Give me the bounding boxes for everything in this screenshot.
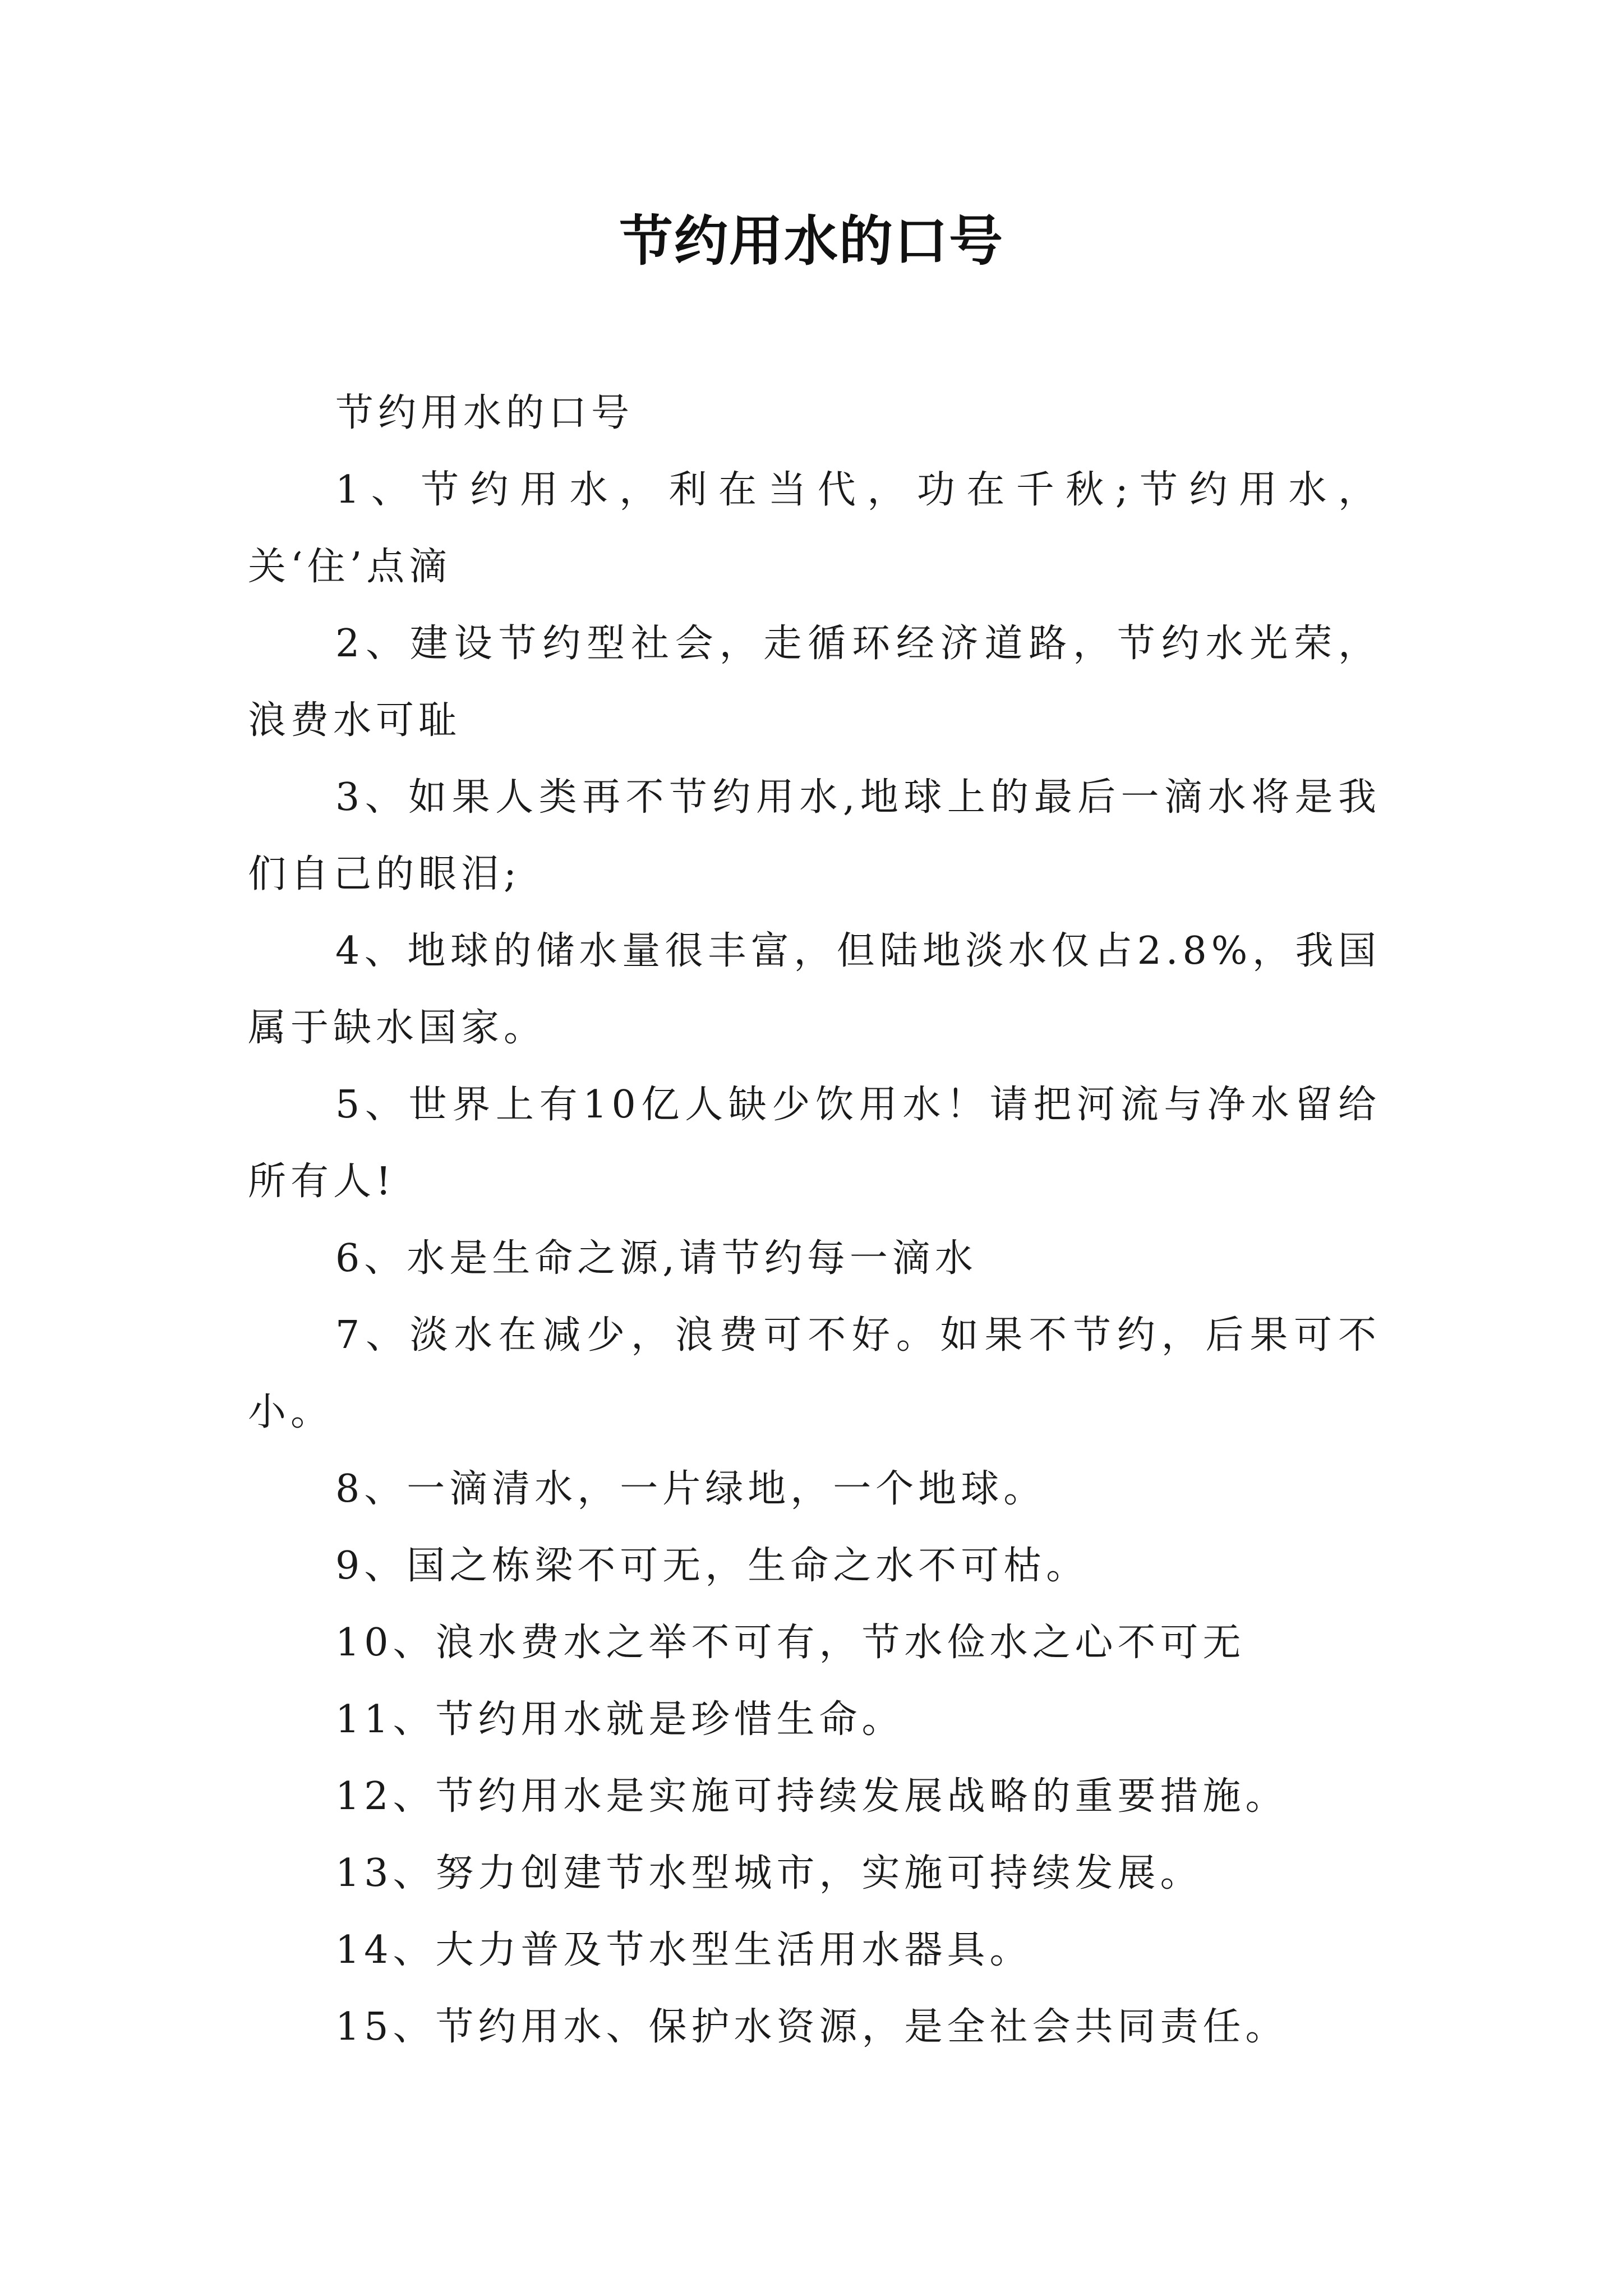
slogan-item: 13、努力创建节水型城市，实施可持续发展。 <box>335 1851 1203 1895</box>
slogan-item: 8、一滴清水，一片绿地，一个地球。 <box>335 1467 1046 1511</box>
slogan-item: 5、世界上有10亿人缺少饮用水！请把河流与净水留给所有人! <box>248 1083 1381 1204</box>
slogan-item: 12、节约用水是实施可持续发展战略的重要措施。 <box>335 1774 1288 1819</box>
paragraph-heading: 节约用水的口号 <box>335 391 634 435</box>
slogan-item: 15、节约用水、保护水资源，是全社会共同责任。 <box>335 2005 1288 2049</box>
slogan-item: 1、节约用水，利在当代，功在千秋;节约用水，关‘住’点滴 <box>248 468 1381 589</box>
slogan-item: 11、节约用水就是珍惜生命。 <box>335 1697 905 1742</box>
slogan-item: 10、浪水费水之举不可有，节水俭水之心不可无 <box>335 1621 1246 1665</box>
slogan-item: 2、建设节约型社会，走循环经济道路，节约水光荣，浪费水可耻 <box>248 622 1381 743</box>
document-title: 节约用水的口号 <box>619 209 1004 273</box>
slogan-item: 7、淡水在减少，浪费可不好。如果不节约，后果可不小。 <box>248 1313 1381 1434</box>
slogan-item: 14、大力普及节水型生活用水器具。 <box>335 1928 1032 1972</box>
slogan-item: 4、地球的储水量很丰富，但陆地淡水仅占2.8%，我国属于缺水国家。 <box>248 929 1381 1050</box>
document-body <box>248 375 1381 2065</box>
slogan-item: 6、水是生命之源,请节约每一滴水 <box>335 1236 978 1281</box>
slogan-item: 3、如果人类再不节约用水,地球上的最后一滴水将是我们自己的眼泪; <box>248 775 1381 896</box>
slogan-item: 9、国之栋梁不可无，生命之水不可枯。 <box>335 1544 1089 1588</box>
